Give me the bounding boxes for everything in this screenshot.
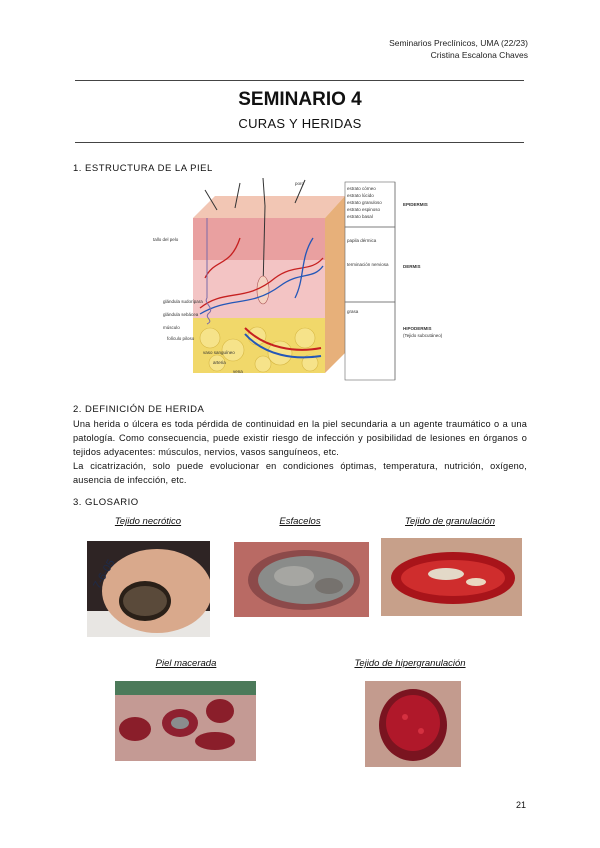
photo-granulation bbox=[381, 538, 522, 616]
label-dermis: DERMIS bbox=[403, 264, 421, 269]
skin-diagram-svg bbox=[145, 178, 461, 383]
label-stratum-lucidum: estrato lúcido bbox=[347, 193, 374, 198]
caption-necrotic: Tejido necrótico bbox=[114, 516, 182, 527]
page-title: SEMINARIO 4 bbox=[238, 89, 362, 110]
label-muscle: músculo bbox=[163, 325, 180, 330]
slough-illustration bbox=[234, 542, 369, 617]
svg-text:7-6-05: 7-6-05 bbox=[91, 557, 118, 591]
caption-macerated: Piel macerada bbox=[155, 658, 217, 669]
section-heading-structure: 1. ESTRUCTURA DE LA PIEL bbox=[73, 163, 213, 174]
label-epidermis: EPIDERMIS bbox=[403, 202, 428, 207]
label-stratum-granulosum: estrato granuloso bbox=[347, 200, 382, 205]
label-dermal-papilla: papila dérmica bbox=[347, 238, 377, 243]
label-sweat-gland: glándula sudorípara bbox=[163, 299, 203, 304]
label-vessel: vaso sanguíneo bbox=[203, 350, 235, 355]
caption-hypergranulation: Tejido de hipergranulación bbox=[354, 658, 466, 669]
macerated-illustration bbox=[115, 681, 256, 761]
epidermis-layer bbox=[193, 218, 325, 260]
hypergranulation-illustration bbox=[365, 681, 461, 767]
skin-diagram bbox=[145, 178, 461, 383]
label-stratum-spinosum: estrato espinoso bbox=[347, 207, 381, 212]
label-vein: vena bbox=[233, 369, 243, 374]
label-hair-shaft: tallo del pelo bbox=[153, 237, 179, 242]
section-heading-definition: 2. DEFINICIÓN DE HERIDA bbox=[73, 404, 205, 415]
healing-paragraph: La cicatrización, solo puede evolucionar en condiciones óptimas, temperatura, nutrición, oxígeno, ausencia de infección, etc. bbox=[73, 461, 527, 485]
page-number: 21 bbox=[515, 800, 526, 810]
label-artery: arteria bbox=[213, 360, 226, 365]
photo-necrotic-tissue bbox=[87, 541, 210, 637]
label-stratum-corneum: estrato córneo bbox=[347, 186, 376, 191]
caption-granulation: Tejido de granulación bbox=[405, 516, 495, 527]
label-sebaceous-gland: glándula sebácea bbox=[163, 312, 199, 317]
definition-paragraph: Una herida o úlcera es toda pérdida de continuidad en la piel secundaria a un agente traumático o a una patología. Como consecuencia, puede existir riesgo de infección y posibilidad de lesiones en órganos o tejidos adyacentes: músculos, nervios, vasos sanguíneos, etc. bbox=[73, 419, 527, 457]
label-subcutaneous: (Tejido subcutáneo) bbox=[403, 333, 443, 338]
photo-slough bbox=[234, 542, 369, 617]
top-divider bbox=[75, 80, 524, 81]
header-course: Seminarios Preclínicos, UMA (22/23) bbox=[389, 38, 528, 48]
photo-macerated-skin bbox=[115, 681, 256, 761]
section-heading-glossary: 3. GLOSARIO bbox=[73, 497, 139, 508]
photo-hypergranulation bbox=[365, 681, 461, 767]
header-author: Cristina Escalona Chaves bbox=[430, 50, 528, 60]
title-divider bbox=[75, 142, 524, 143]
skin-side-face bbox=[325, 196, 345, 373]
granulation-illustration bbox=[381, 538, 522, 616]
label-follicle: folículo piloso bbox=[167, 336, 195, 341]
necrotic-illustration bbox=[87, 541, 210, 637]
caption-slough: Esfacelos bbox=[279, 516, 321, 527]
label-stratum-basale: estrato basal bbox=[347, 214, 373, 219]
page-subtitle: CURAS Y HERIDAS bbox=[238, 116, 362, 131]
skin-top-surface bbox=[193, 196, 345, 218]
hair-follicle bbox=[257, 276, 269, 304]
label-hypodermis: HIPODERMIS bbox=[403, 326, 432, 331]
label-nerve-ending: terminación nerviosa bbox=[347, 262, 389, 267]
label-pore: poro bbox=[295, 181, 305, 186]
label-fat: grasa bbox=[347, 309, 359, 314]
